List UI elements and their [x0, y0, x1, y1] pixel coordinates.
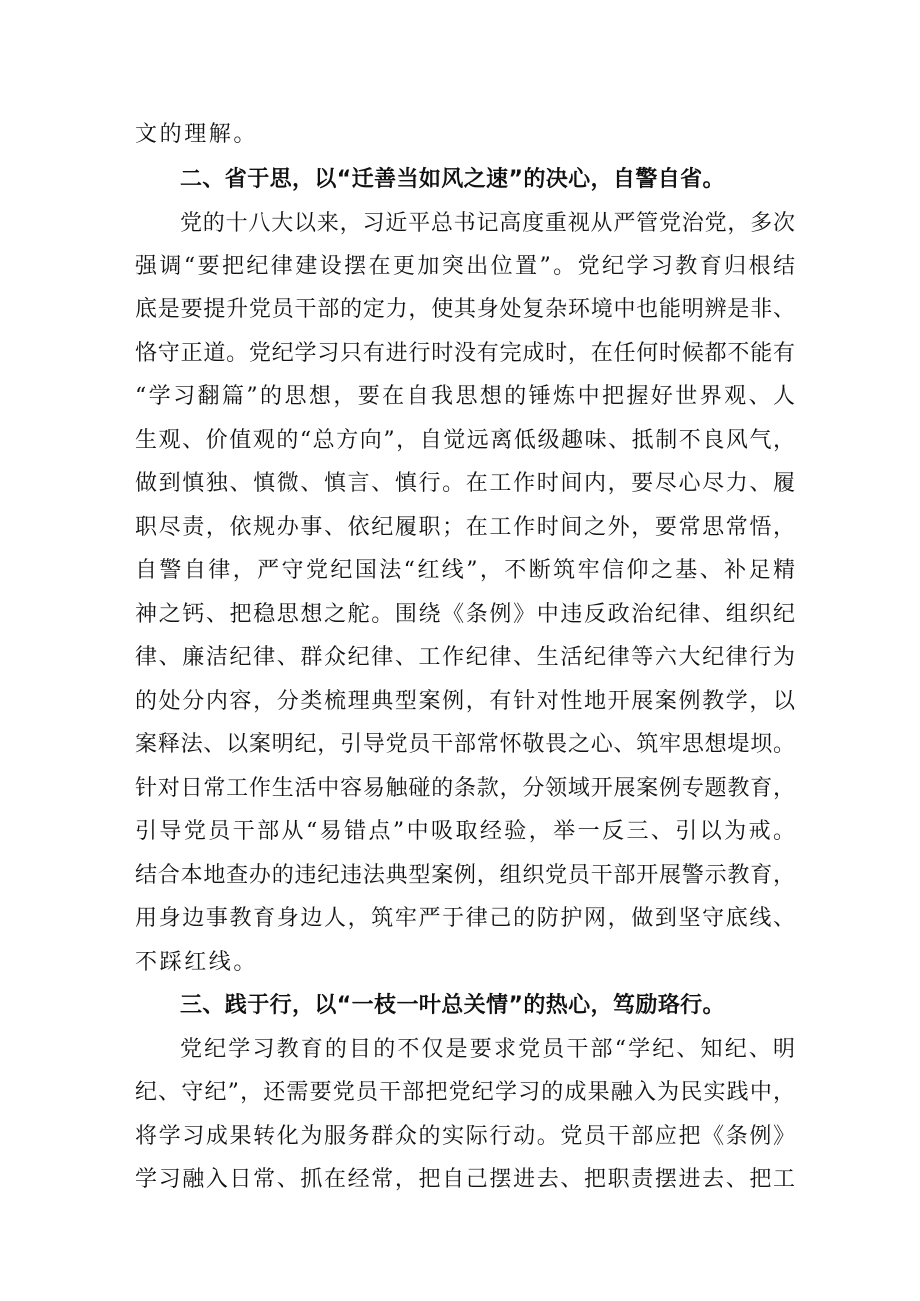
paragraph-line: 党纪学习教育的目的不仅是要求党员干部“学纪、知纪、明 [180, 1037, 795, 1062]
paragraph-line: 律、廉洁纪律、群众纪律、工作纪律、生活纪律等六大纪律行为 [135, 645, 795, 670]
paragraph-line: 将学习成果转化为服务群众的实际行动。党员干部应把《条例》 [135, 1124, 795, 1149]
paragraph-line: 生观、价值观的“总方向”，自觉远离低级趣味、抵制不良风气， [135, 428, 795, 453]
paragraph-line: “学习翻篇”的思想，要在自我思想的锤炼中把握好世界观、人 [135, 384, 795, 409]
paragraph-line: 纪、守纪”，还需要党员干部把党纪学习的成果融入为民实践中， [135, 1080, 795, 1105]
paragraph-line: 学习融入日常、抓在经常，把自己摆进去、把职责摆进去、把工 [135, 1167, 795, 1192]
paragraph-line: 神之钙、把稳思想之舵。围绕《条例》中违反政治纪律、组织纪 [135, 602, 795, 627]
paragraph-line: 结合本地查办的违纪违法典型案例，组织党员干部开展警示教育， [135, 863, 795, 888]
paragraph-line: 底是要提升党员干部的定力，使其身处复杂环境中也能明辨是非、 [135, 297, 795, 322]
paragraph-line: 党的十八大以来，习近平总书记高度重视从严管党治党，多次 [180, 211, 795, 236]
paragraph-line: 自警自律，严守党纪国法“红线”，不断筑牢信仰之基、补足精 [135, 558, 795, 583]
paragraph-line: 职尽责，依规办事、依纪履职；在工作时间之外，要常思常悟， [135, 515, 795, 540]
paragraph-line: 不踩红线。 [135, 950, 259, 975]
paragraph-line: 用身边事教育身边人，筑牢严于律己的防护网，做到坚守底线、 [135, 906, 795, 931]
section-heading-three: 三、践于行，以“一枝一叶总关情”的热心，笃励珞行。 [180, 993, 725, 1018]
paragraph-line: 强调“要把纪律建设摆在更加突出位置”。党纪学习教育归根结 [135, 254, 795, 279]
paragraph-line: 文的理解。 [135, 122, 259, 147]
paragraph-line: 做到慎独、慎微、慎言、慎行。在工作时间内，要尽心尽力、履 [135, 471, 795, 496]
paragraph-line: 恪守正道。党纪学习只有进行时没有完成时，在任何时候都不能有 [135, 341, 795, 366]
paragraph-line: 案释法、以案明纪，引导党员干部常怀敬畏之心、筑牢思想堤坝。 [135, 732, 795, 757]
paragraph-line: 的处分内容，分类梳理典型案例，有针对性地开展案例教学，以 [135, 689, 795, 714]
paragraph-line: 针对日常工作生活中容易触碰的条款，分领域开展案例专题教育， [135, 776, 795, 801]
paragraph-line: 引导党员干部从“易错点”中吸取经验，举一反三、引以为戒。 [135, 819, 795, 844]
section-heading-two: 二、省于思，以“迁善当如风之速”的决心，自警自省。 [180, 167, 725, 192]
